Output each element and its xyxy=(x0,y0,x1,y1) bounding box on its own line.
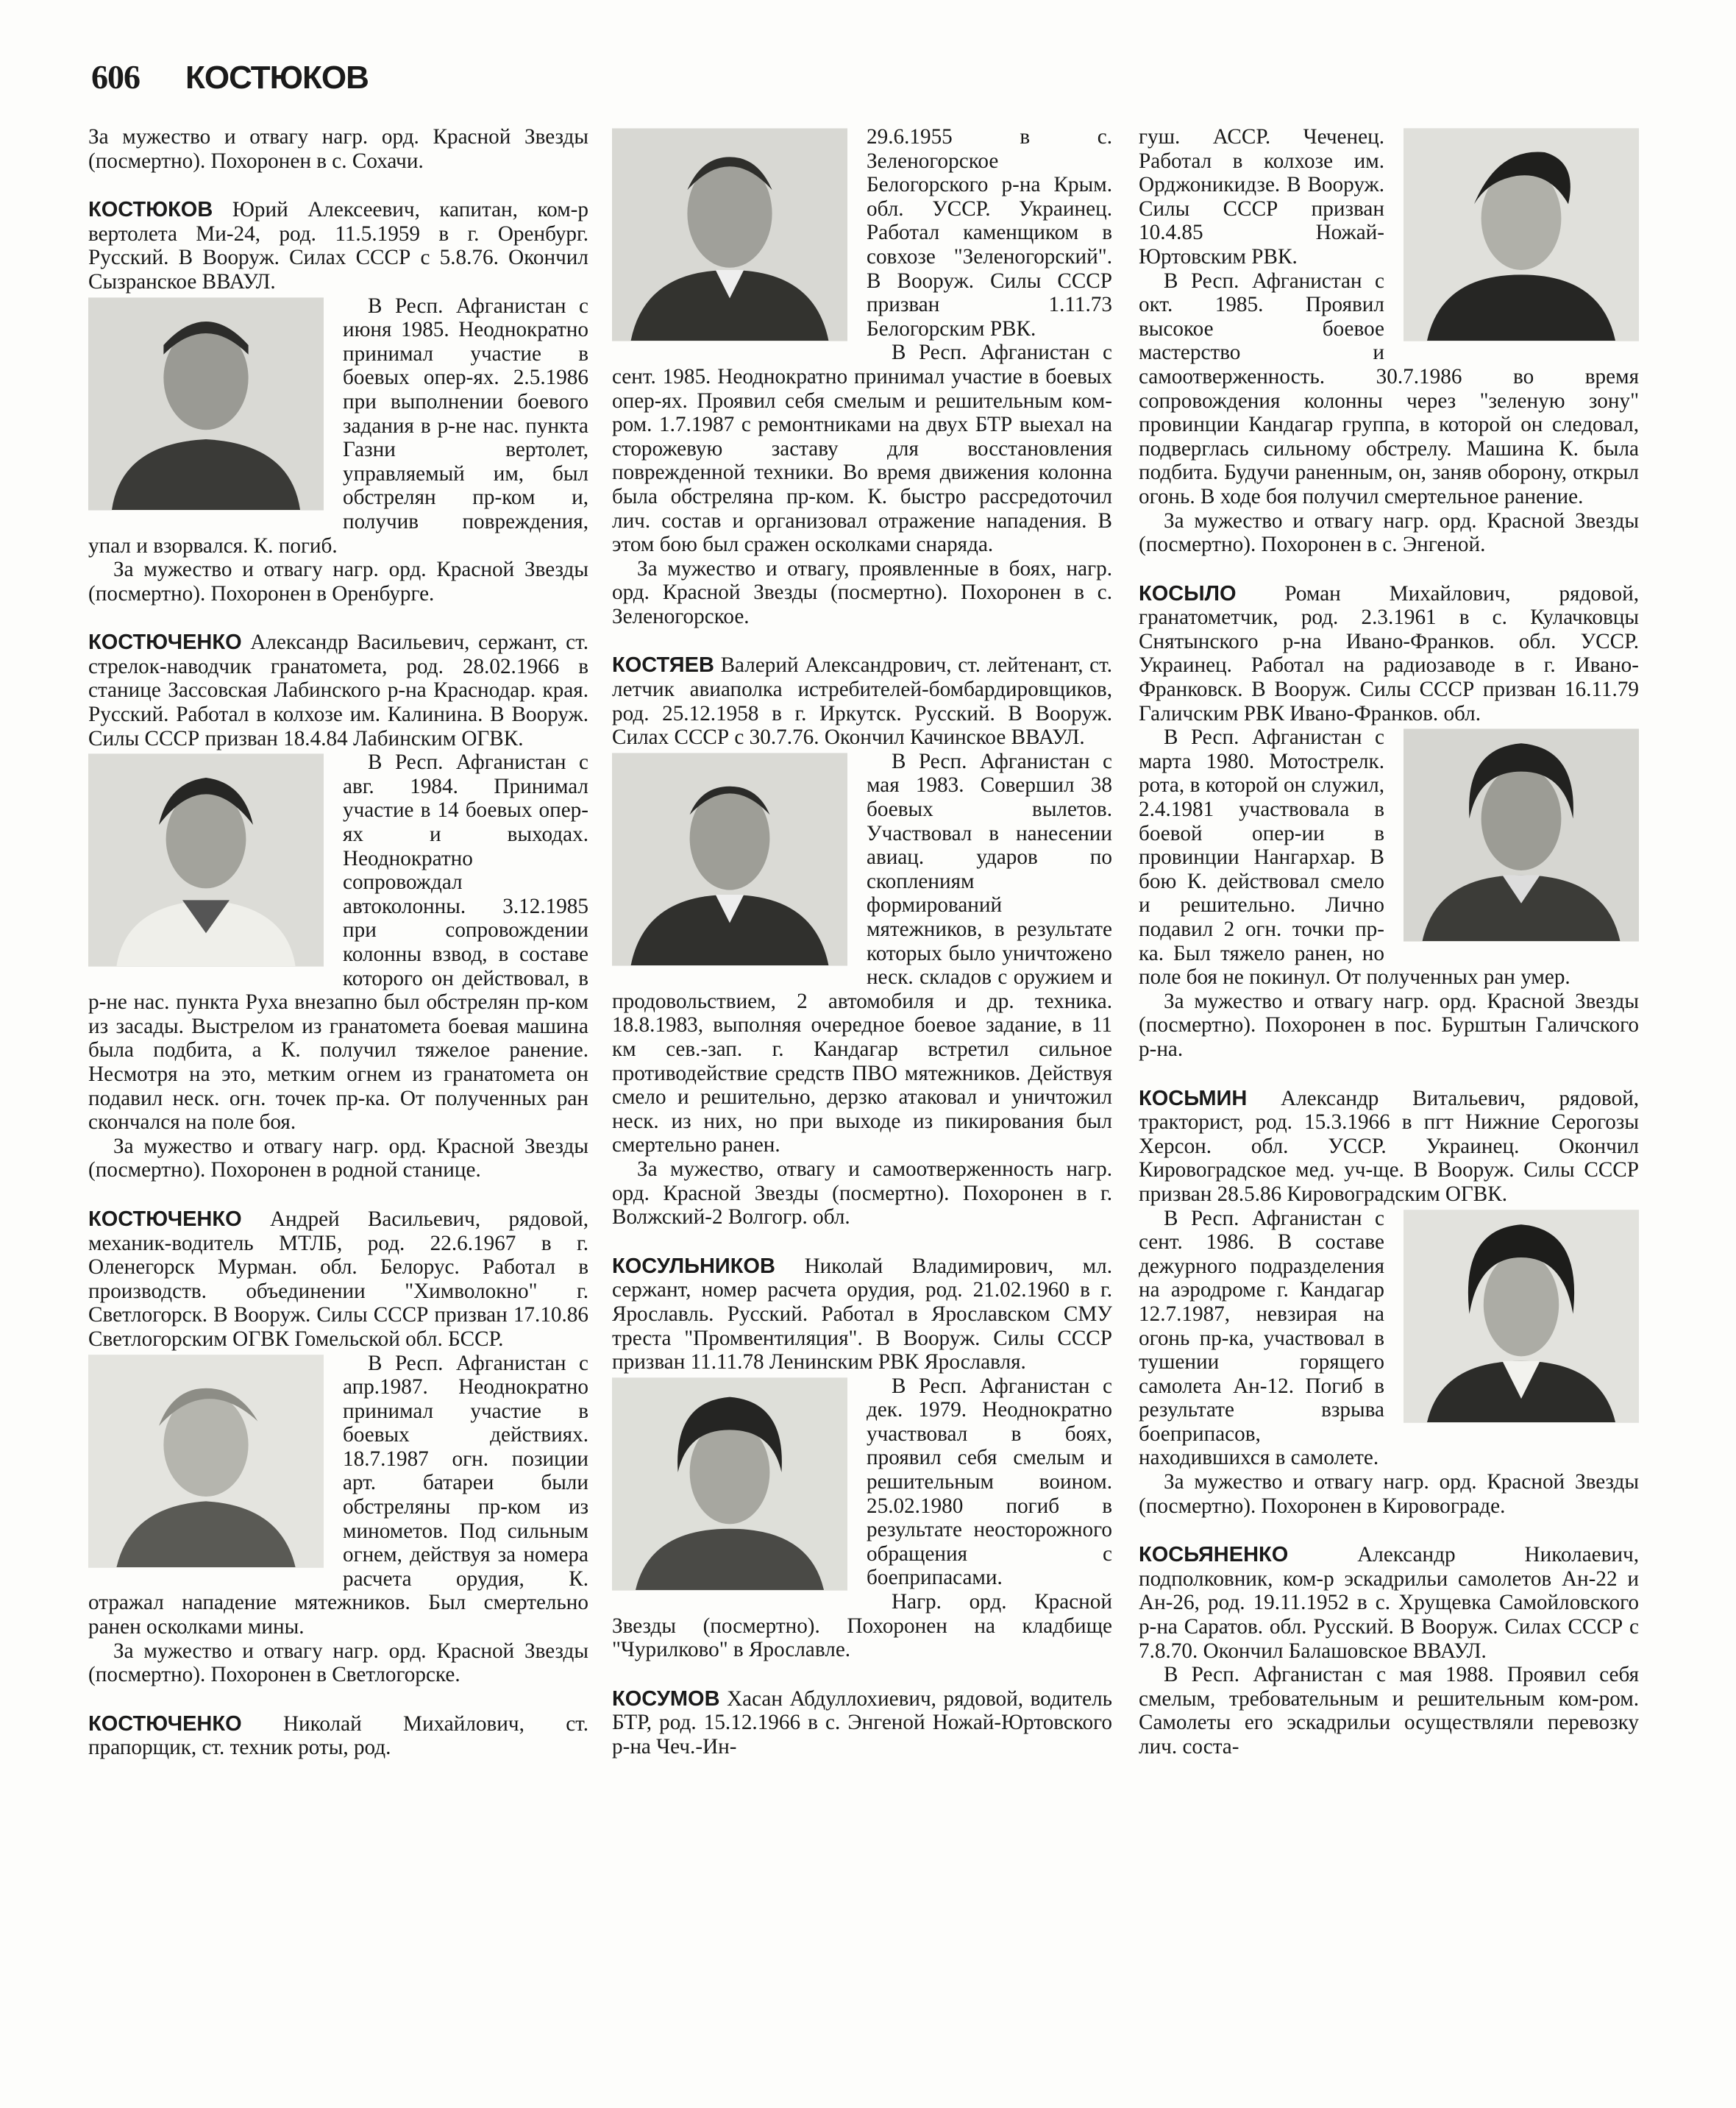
portrait-photo xyxy=(1404,1210,1639,1423)
entry-name: КОСТЮЧЕНКО xyxy=(88,1711,242,1736)
biography-entry xyxy=(1139,1543,1639,1759)
biography-entry xyxy=(1139,582,1639,1062)
entry-service: В Респ. Афганистан с сент. 1985. Неоднократно принимал участие в боевых опер-ях. Проявил себя смелым и решительным ком-ром. 1.7.1987 с ремонтниками на двух БТР выехал на сторожевую заставу для восстановления поврежденной техники. Во время движения колонна была обстреляна пр-ком. К. быстро рассредоточил лич. состав и организовал отражение нападения. В этом бою был сражен осколками снаряда. xyxy=(612,341,1112,557)
entry-name: КОСТЮЧЕНКО xyxy=(88,631,242,655)
column-1 xyxy=(88,125,588,2060)
entry-award: За мужество и отвагу нагр. орд. Красной Звезды (посмертно). Похоронен в пос. Бурштын Галичского р-на. xyxy=(1139,989,1639,1061)
portrait-photo xyxy=(1404,728,1639,942)
continued-text: За мужество и отвагу нагр. орд. Красной Звезды (посмертно). Похоронен в с. Сохачи. xyxy=(88,125,588,173)
column-2 xyxy=(612,125,1112,2060)
entry-lead: Николай Михайлович, ст. прапорщик, ст. техник роты, род. xyxy=(88,1711,588,1760)
portrait-photo xyxy=(88,1355,324,1568)
biography-entry xyxy=(1139,125,1639,557)
portrait-photo xyxy=(88,753,324,967)
portrait-photo xyxy=(1404,128,1639,341)
entry-lead: Александр Витальевич, рядовой, тракторист, род. 15.3.1966 в пгт Нижние Серогозы Херсон. обл. УССР. Украинец. Окончил Кировоградское мед. уч-ще. В Вооруж. Силы СССР призван 28.5.86 Кировоградским ОГВК. xyxy=(1139,1086,1639,1206)
entry-service: В Респ. Афганистан с июня 1985. Неоднократно принимал участие в боевых опер-ях. 2.5.1986 при выполнении боевого задания в р-не нас. пункта Газни вертолет, управляемый им, был обстрелян пр-ком и, получив повреждения, упал и взорвался. К. погиб. xyxy=(88,294,588,558)
entry-name: КОСТЮЧЕНКО xyxy=(88,1207,242,1231)
entry-lead: гуш. АССР. Чеченец. Работал в колхозе им. Орджоникидзе. В Вооруж. Силы СССР призван 10.4.85 Ножай-Юртовским РВК. xyxy=(1139,125,1384,269)
entry-service: В Респ. Афганистан с мая 1988. Проявил себя смелым, требовательным и решительным ком-ром. Самолеты его эскадрильи осуществляли перевозку лич. соста- xyxy=(1139,1663,1639,1759)
entry-name: КОСТЮКОВ xyxy=(88,198,213,222)
entry-service: В Респ. Афганистан с авг. 1984. Принимал участие в 14 боевых опер-ях и выходах. Неоднократно сопровождал автоколонны. 3.12.1985 при сопровождении колонны взвод, в составе которого он действовал, в р-не нас. пункта Руха внезапно был обстрелян пр-ком из засады. Выстрелом из гранатомета боевая машина была подбита, а К. получил тяжелое ранение. Несмотря на это, метким огнем из гранатомета он подавил неск. огн. точек пр-ка. От полученных ран скончался на поле боя. xyxy=(88,750,588,1135)
portrait-photo xyxy=(88,297,324,511)
entry-award: За мужество, отвагу и самоотверженность нагр. орд. Красной Звезды (посмертно). Похоронен в г. Волжский-2 Волгогр. обл. xyxy=(612,1157,1112,1229)
biography-entry xyxy=(88,1207,588,1687)
entry-award: За мужество и отвагу нагр. орд. Красной Звезды (посмертно). Похоронен в родной станице. xyxy=(88,1134,588,1182)
entry-service: В Респ. Афганистан с сент. 1986. В составе дежурного подразделения на аэродроме г. Кандагар 12.7.1987, невзирая на огонь пр-ка, участвовал в тушении горящего самолета Ан-12. Погиб в результате взрыва боеприпасов, находившихся в самолете. xyxy=(1139,1206,1384,1470)
entry-award: За мужество и отвагу нагр. орд. Красной Звезды (посмертно). Похоронен в Светлогорске. xyxy=(88,1639,588,1687)
entry-lead: Хасан Абдуллохиевич, рядовой, водитель БТР, род. 15.12.1966 в с. Энгеной Ножай-Юртовского р-на Чеч.-Ин- xyxy=(612,1686,1112,1759)
entry-service: В Респ. Афганистан с дек. 1979. Неоднократно участвовал в боях, проявил себя смелым и решительным воином. 25.02.1980 погиб в результате неосторожного обращения с боеприпасами. xyxy=(867,1374,1112,1590)
portrait-photo xyxy=(612,128,847,341)
entry-name: КОСЫЛО xyxy=(1139,581,1237,606)
entry-lead: Александр Николаевич, подполковник, ком-р эскадрильи самолетов Ан-22 и Ан-26, род. 19.11.1952 в с. Хрущевка Самойловского р-на Саратов. обл. Русский. В Вооруж. Силах СССР с 7.8.70. Окончил Балашовское ВВАУЛ. xyxy=(1139,1543,1639,1663)
page-header xyxy=(91,57,369,96)
portrait-photo xyxy=(612,753,847,966)
running-head: КОСТЮКОВ xyxy=(185,60,369,96)
entry-service: В Респ. Афганистан с окт. 1985. Проявил высокое боевое мастерство и самоотверженность. 30.7.1986 во время сопровождения колонны через "зеленую зону" провинции Кандагар группа, в которой он следовал, подверглась сильному обстрелу. Машина К. была подбита. Будучи раненным, он, заняв оборону, открыл огонь. В ходе боя получил смертельное ранение. xyxy=(1139,269,1639,508)
entry-award: За мужество и отвагу нагр. орд. Красной Звезды (посмертно). Похоронен в с. Энгеной. xyxy=(1139,508,1639,557)
entry-name: КОСУЛЬНИКОВ xyxy=(612,1254,775,1278)
entry-name: КОСУМОВ xyxy=(612,1686,720,1711)
entry-award: Нагр. орд. Красной Звезды (посмертно). Похоронен на кладбище "Чурилково" в Ярославле. xyxy=(612,1590,1112,1662)
biography-entry xyxy=(88,198,588,606)
biography-entry xyxy=(612,125,1112,628)
entry-award: За мужество и отвагу, проявленные в боях, нагр. орд. Красной Звезды (посмертно). Похоронен в с. Зеленогорское. xyxy=(612,556,1112,628)
entry-lead: Николай Владимирович, мл. сержант, номер расчета орудия, род. 21.02.1960 в г. Ярославль. Русский. Работал в Ярославском СМУ треста "Промвентиляция". В Вооруж. Силы СССР призван 11.11.78 Ленинским РВК Ярославля. xyxy=(612,1254,1112,1374)
entry-service: В Респ. Афганистан с мая 1983. Совершил 38 боевых вылетов. Участвовал в нанесении авиац. ударов по скоплениям формирований мятежников, в результате которых было уничтожено неск. складов с оружием и продовольствием, 2 автомобиля и др. техника. 18.8.1983, выполняя очередное боевое задание, в 11 км сев.-зап. г. Кандагар встретил сильное противодействие средств ПВО мятежников. Действуя смело и решительно, дерзко атаковал и уничтожил неск. из них, но при выходе из пикирования был смертельно ранен. xyxy=(612,749,1112,1157)
entry-name: КОСЬЯНЕНКО xyxy=(1139,1543,1289,1567)
biography-entry xyxy=(612,1254,1112,1662)
entry-name: КОСЬМИН xyxy=(1139,1086,1248,1110)
entry-lead: 29.6.1955 в с. Зеленогорское Белогорского р-на Крым. обл. УССР. Украинец. Работал каменщиком в совхозе "Зеленогорский". В Вооруж. Силы СССР призван 1.11.73 Белогорским РВК. xyxy=(867,125,1112,341)
entry-lead: Юрий Алексеевич, капитан, ком-р вертолета Ми-24, род. 11.5.1959 в г. Оренбург. Русский. В Вооруж. Силах СССР с 5.8.76. Окончил Сызранское ВВАУЛ. xyxy=(88,198,588,294)
biography-entry xyxy=(612,1687,1112,1759)
portrait-photo xyxy=(612,1377,847,1591)
entry-award: За мужество и отвагу нагр. орд. Красной Звезды (посмертно). Похоронен в Кировограде. xyxy=(1139,1470,1639,1518)
entry-lead: Андрей Васильевич, рядовой, механик-водитель МТЛБ, род. 22.6.1967 в г. Оленегорск Мурман. обл. Белорус. Работал в производств. объединении "Химволокно" г. Светлогорск. В Вооруж. Силы СССР призван 17.10.86 Светлогорским ОГВК Гомельской обл. БССР. xyxy=(88,1207,588,1351)
biography-entry xyxy=(88,631,588,1182)
biography-entry xyxy=(1139,1087,1639,1519)
entry-name: КОСТЯЕВ xyxy=(612,653,714,678)
biography-entry xyxy=(612,653,1112,1229)
entry-service: В Респ. Афганистан с марта 1980. Мотострелк. рота, в которой он служил, 2.4.1981 участвовала в боевой опер-ии в провинции Нангархар. В бою К. действовал смело и решительно. Лично подавил 2 огн. точки пр-ка. Был тяжело ранен, но поле боя не покинул. От полученных ран умер. xyxy=(1139,725,1570,990)
entry-award: За мужество и отвагу нагр. орд. Красной Звезды (посмертно). Похоронен в Оренбурге. xyxy=(88,558,588,606)
entry-lead: Александр Васильевич, сержант, ст. стрелок-наводчик гранатомета, род. 28.02.1966 в станице Зассовская Лабинского р-на Краснодар. края. Русский. Работал в колхозе им. Калинина. В Вооруж. Силы СССР призван 18.4.84 Лабинским ОГВК. xyxy=(88,631,588,750)
column-3 xyxy=(1139,125,1639,2060)
page-number: 606 xyxy=(91,58,140,96)
biography-entry xyxy=(88,1712,588,1760)
entry-lead: Роман Михайлович, рядовой, гранатометчик, род. 2.3.1961 в с. Кулачковцы Снятынского р-на Ивано-Франков. обл. УССР. Украинец. Работал на радиозаводе в г. Ивано-Франковск. В Вооруж. Силы СССР призван 16.11.79 Галичским РВК Ивано-Франков. обл. xyxy=(1139,581,1639,725)
entry-lead: Валерий Александрович, ст. лейтенант, ст. летчик авиаполка истребителей-бомбардировщиков, род. 25.12.1958 в г. Иркутск. Русский. В Вооруж. Силах СССР с 30.7.76. Окончил Качинское ВВАУЛ. xyxy=(612,653,1112,750)
entry-service: В Респ. Афганистан с апр.1987. Неоднократно принимал участие в боевых действиях. 18.7.1987 огн. позиции арт. батареи были обстреляны пр-ком из минометов. Под сильным огнем, действуя за номера расчета орудия, К. отражал нападение мятежников. Был смертельно ранен осколками мины. xyxy=(88,1351,588,1639)
